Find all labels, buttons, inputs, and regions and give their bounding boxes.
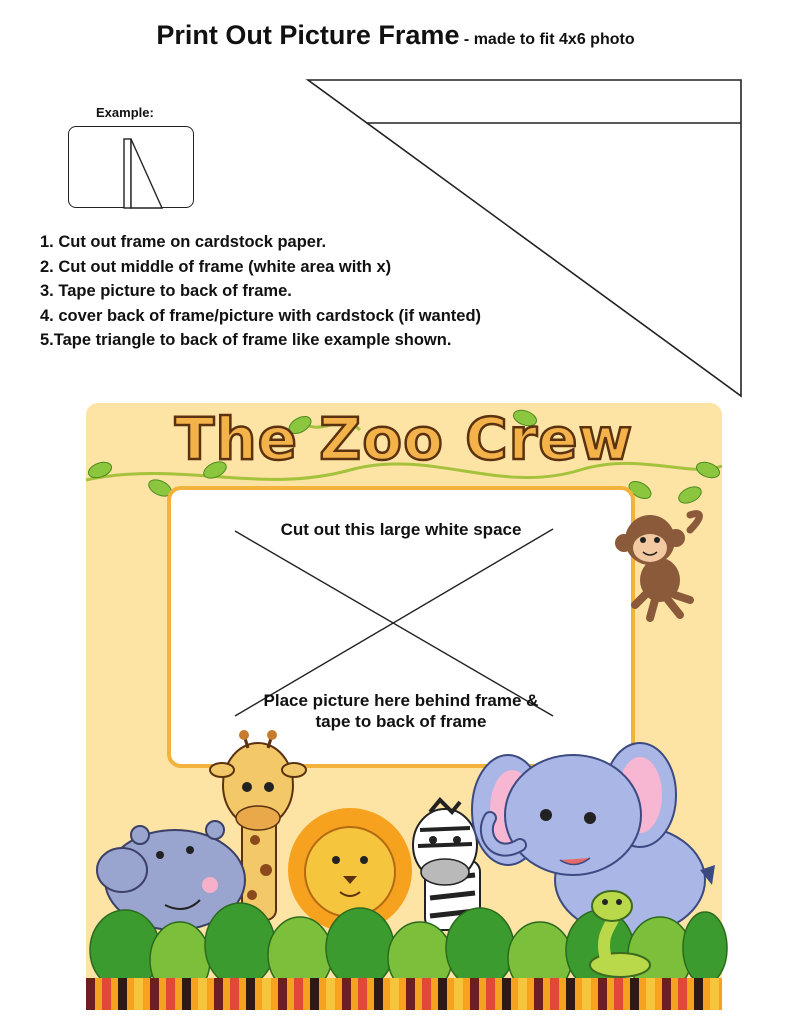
instruction-item: 5.Tape triangle to back of frame like example shown. [40,331,452,349]
example-label: Example: [96,105,154,120]
border-stripe [582,978,591,1010]
border-stripe [150,978,159,1010]
border-stripe [102,978,111,1010]
border-stripe [534,978,543,1010]
border-stripe [598,978,607,1010]
frame-title: The Zoo Crew [174,405,634,473]
border-stripe [134,978,143,1010]
border-stripe [390,978,399,1010]
place-instruction-text: Place picture here behind frame & tape to back of frame [263,691,539,731]
border-stripe [422,978,431,1010]
instruction-item: 1. Cut out frame on cardstock paper. [40,233,327,251]
border-stripe [198,978,207,1010]
border-stripe [566,978,575,1010]
border-stripe [262,978,271,1010]
border-stripe [406,978,415,1010]
border-stripe [550,978,559,1010]
cut-instruction-text: Cut out this large white space [280,520,522,539]
border-stripe [630,978,639,1010]
title-subtitle: made to fit 4x6 photo [473,31,635,48]
border-stripe [518,978,527,1010]
border-stripe [502,978,511,1010]
border-stripe [374,978,383,1010]
border-stripe [214,978,223,1010]
border-stripe [342,978,351,1010]
border-stripe [278,978,287,1010]
border-stripe [614,978,623,1010]
border-stripe [182,978,191,1010]
border-stripe [438,978,447,1010]
border-stripe [230,978,239,1010]
border-stripe [246,978,255,1010]
monkey-icon [615,514,699,618]
border-stripe [118,978,127,1010]
border-stripe [310,978,319,1010]
border-stripe [646,978,655,1010]
border-stripe [678,978,687,1010]
border-stripe [486,978,495,1010]
title-dash: - [459,31,474,48]
border-stripe [358,978,367,1010]
border-stripe [454,978,463,1010]
border-stripe [710,978,719,1010]
border-stripe [86,978,95,1010]
border-stripe [166,978,175,1010]
instruction-item: 3. Tape picture to back of frame. [40,282,292,300]
border-stripe [470,978,479,1010]
title-main: Print Out Picture Frame [156,20,460,50]
instruction-item: 4. cover back of frame/picture with cardstock (if wanted) [40,306,482,325]
border-stripe [662,978,671,1010]
border-stripe [326,978,335,1010]
border-stripe [294,978,303,1010]
instruction-item: 2. Cut out middle of frame (white area with x) [40,257,392,276]
striped-border [86,978,722,1010]
border-stripe [694,978,703,1010]
